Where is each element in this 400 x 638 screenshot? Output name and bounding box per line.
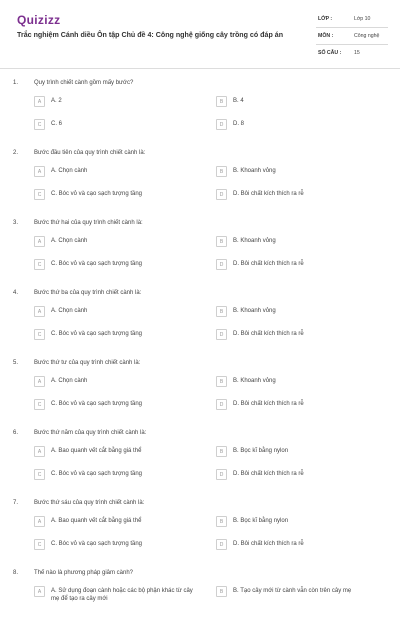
meta-label: LỚP :: [318, 16, 333, 22]
question-item: [0, 498, 400, 568]
question-number: 1.: [13, 80, 19, 86]
option-text: A. Bao quanh vết cắt bằng giá thể: [51, 518, 142, 524]
question-number: 5.: [13, 360, 19, 366]
option-letter-box: C: [34, 399, 45, 410]
answer-option-d[interactable]: [216, 191, 304, 200]
option-text: A. Bao quanh vết cắt bằng giá thể: [51, 448, 142, 454]
answer-option-c[interactable]: [34, 191, 142, 200]
answer-option-a[interactable]: [34, 378, 87, 387]
option-letter-box: D: [216, 259, 227, 270]
option-text: B. 4: [233, 98, 244, 104]
answer-option-d[interactable]: [216, 261, 304, 270]
option-letter-box: B: [216, 446, 227, 457]
question-item: [0, 568, 400, 638]
option-text: A. 2: [51, 98, 62, 104]
answer-option-d[interactable]: [216, 401, 304, 410]
meta-value: Công nghệ: [354, 33, 380, 39]
answer-option-b[interactable]: [216, 448, 288, 457]
option-letter-box: D: [216, 189, 227, 200]
option-text: A. Chọn cành: [51, 168, 88, 174]
question-text: Quy trình chiết cành gồm mấy bước?: [34, 80, 134, 86]
option-text: B. Khoanh vỏng: [233, 168, 276, 174]
question-text: Bước thứ hai của quy trình chiết cành là:: [34, 220, 143, 226]
option-text: B. Khoanh vỏng: [233, 308, 276, 314]
option-letter-box: A: [34, 236, 45, 247]
option-text: A. Sử dụng đoạn cành hoặc các bộ phận khác từ cây mẹ để tạo ra cây mới: [51, 588, 193, 602]
answer-option-d[interactable]: [216, 331, 304, 340]
question-number: 7.: [13, 500, 19, 506]
page-title: Trắc nghiệm Cánh diều Ôn tập Chủ đề 4: Công nghệ giống cây trồng có đáp án: [17, 31, 284, 39]
question-item: [0, 78, 400, 148]
option-text: C. Bóc vỏ và cạo sạch tượng tầng: [51, 331, 142, 337]
option-letter-box: B: [216, 586, 227, 597]
option-text: D. Bôi chất kích thích ra rễ: [233, 471, 304, 477]
option-letter-box: C: [34, 329, 45, 340]
option-letter-box: A: [34, 96, 45, 107]
answer-option-b[interactable]: [216, 168, 276, 177]
option-text: B. Khoanh vỏng: [233, 378, 276, 384]
option-letter-box: B: [216, 376, 227, 387]
option-text: A. Chọn cành: [51, 238, 88, 244]
option-text: C. Bóc vỏ và cạo sạch tượng tầng: [51, 541, 142, 547]
answer-option-a[interactable]: [34, 238, 87, 247]
question-text: Bước thứ tư của quy trình chiết cành là:: [34, 360, 141, 366]
option-letter-box: A: [34, 166, 45, 177]
meta-value: Lớp 10: [354, 16, 371, 22]
question-text: Bước thứ năm của quy trình chiết cành là:: [34, 430, 147, 436]
answer-option-d[interactable]: [216, 541, 304, 550]
option-letter-box: B: [216, 516, 227, 527]
answer-option-c[interactable]: [34, 121, 62, 130]
answer-option-a[interactable]: [34, 98, 62, 107]
option-letter-box: D: [216, 119, 227, 130]
option-letter-box: A: [34, 306, 45, 317]
answer-option-b[interactable]: [216, 378, 276, 387]
meta-value: 15: [354, 50, 360, 56]
question-number: 8.: [13, 570, 19, 576]
option-text: C. Bóc vỏ và cạo sạch tượng tầng: [51, 191, 142, 197]
meta-row-count: [316, 45, 388, 61]
option-text: D. Bôi chất kích thích ra rễ: [233, 191, 304, 197]
answer-option-a[interactable]: [34, 448, 141, 457]
option-letter-box: D: [216, 469, 227, 480]
option-text: B. Bọc kĩ bằng nylon: [233, 518, 289, 524]
option-letter-box: B: [216, 236, 227, 247]
meta-row-subject: [316, 28, 388, 45]
meta-label: SỐ CÂU :: [318, 50, 342, 56]
option-text: B. Tạo cây mới từ cành vẫn còn trên cây mẹ: [233, 588, 352, 594]
answer-option-b[interactable]: [216, 588, 351, 597]
option-letter-box: A: [34, 376, 45, 387]
question-text: Bước đầu tiên của quy trình chiết cành là:: [34, 150, 146, 156]
answer-option-b[interactable]: [216, 518, 288, 527]
option-text: D. Bôi chất kích thích ra rễ: [233, 331, 304, 337]
option-letter-box: A: [34, 586, 45, 597]
option-letter-box: B: [216, 96, 227, 107]
question-number: 4.: [13, 290, 19, 296]
question-text: Thế nào là phương pháp giâm cành?: [34, 570, 134, 576]
option-letter-box: A: [34, 446, 45, 457]
option-letter-box: D: [216, 399, 227, 410]
answer-option-a[interactable]: [34, 168, 87, 177]
option-text: D. Bôi chất kích thích ra rễ: [233, 541, 304, 547]
question-number: 3.: [13, 220, 19, 226]
option-text: C. Bóc vỏ và cạo sạch tượng tầng: [51, 261, 142, 267]
option-letter-box: C: [34, 119, 45, 130]
option-text: D. 8: [233, 121, 245, 127]
option-text: D. Bôi chất kích thích ra rễ: [233, 401, 304, 407]
answer-option-d[interactable]: [216, 121, 244, 130]
question-number: 2.: [13, 150, 19, 156]
answer-option-c[interactable]: [34, 541, 142, 550]
question-item: [0, 148, 400, 218]
quizizz-logo: Quizizz: [17, 13, 61, 27]
question-item: [0, 218, 400, 288]
option-text: B. Khoanh vỏng: [233, 238, 276, 244]
answer-option-c[interactable]: [34, 401, 142, 410]
option-text: C. 6: [51, 121, 63, 127]
option-letter-box: B: [216, 166, 227, 177]
option-text: A. Chọn cành: [51, 378, 88, 384]
option-letter-box: D: [216, 539, 227, 550]
option-letter-box: B: [216, 306, 227, 317]
answer-option-c[interactable]: [34, 331, 142, 340]
option-letter-box: D: [216, 329, 227, 340]
meta-table: [316, 11, 388, 61]
answer-option-b[interactable]: [216, 238, 276, 247]
answer-option-a[interactable]: [34, 308, 87, 317]
answer-option-b[interactable]: [216, 308, 276, 317]
answer-option-d[interactable]: [216, 471, 304, 480]
option-text: B. Bọc kĩ bằng nylon: [233, 448, 289, 454]
option-letter-box: C: [34, 539, 45, 550]
option-letter-box: C: [34, 189, 45, 200]
answer-option-a[interactable]: [34, 518, 141, 527]
question-item: [0, 358, 400, 428]
question-item: [0, 428, 400, 498]
question-number: 6.: [13, 430, 19, 436]
option-text: A. Chọn cành: [51, 308, 88, 314]
option-letter-box: C: [34, 259, 45, 270]
option-letter-box: C: [34, 469, 45, 480]
question-text: Bước thứ sáu của quy trình chiết cành là:: [34, 500, 145, 506]
meta-row-class: [316, 11, 388, 28]
question-text: Bước thứ ba của quy trình chiết cành là:: [34, 290, 142, 296]
option-letter-box: A: [34, 516, 45, 527]
question-list: [0, 78, 400, 638]
meta-label: MÔN :: [318, 33, 334, 39]
option-text: C. Bóc vỏ và cạo sạch tượng tầng: [51, 401, 142, 407]
answer-option-a[interactable]: [34, 588, 201, 603]
answer-option-b[interactable]: [216, 98, 244, 107]
question-item: [0, 288, 400, 358]
option-text: C. Bóc vỏ và cạo sạch tượng tầng: [51, 471, 142, 477]
answer-option-c[interactable]: [34, 471, 142, 480]
option-text: D. Bôi chất kích thích ra rễ: [233, 261, 304, 267]
header-divider: [0, 68, 400, 69]
answer-option-c[interactable]: [34, 261, 142, 270]
